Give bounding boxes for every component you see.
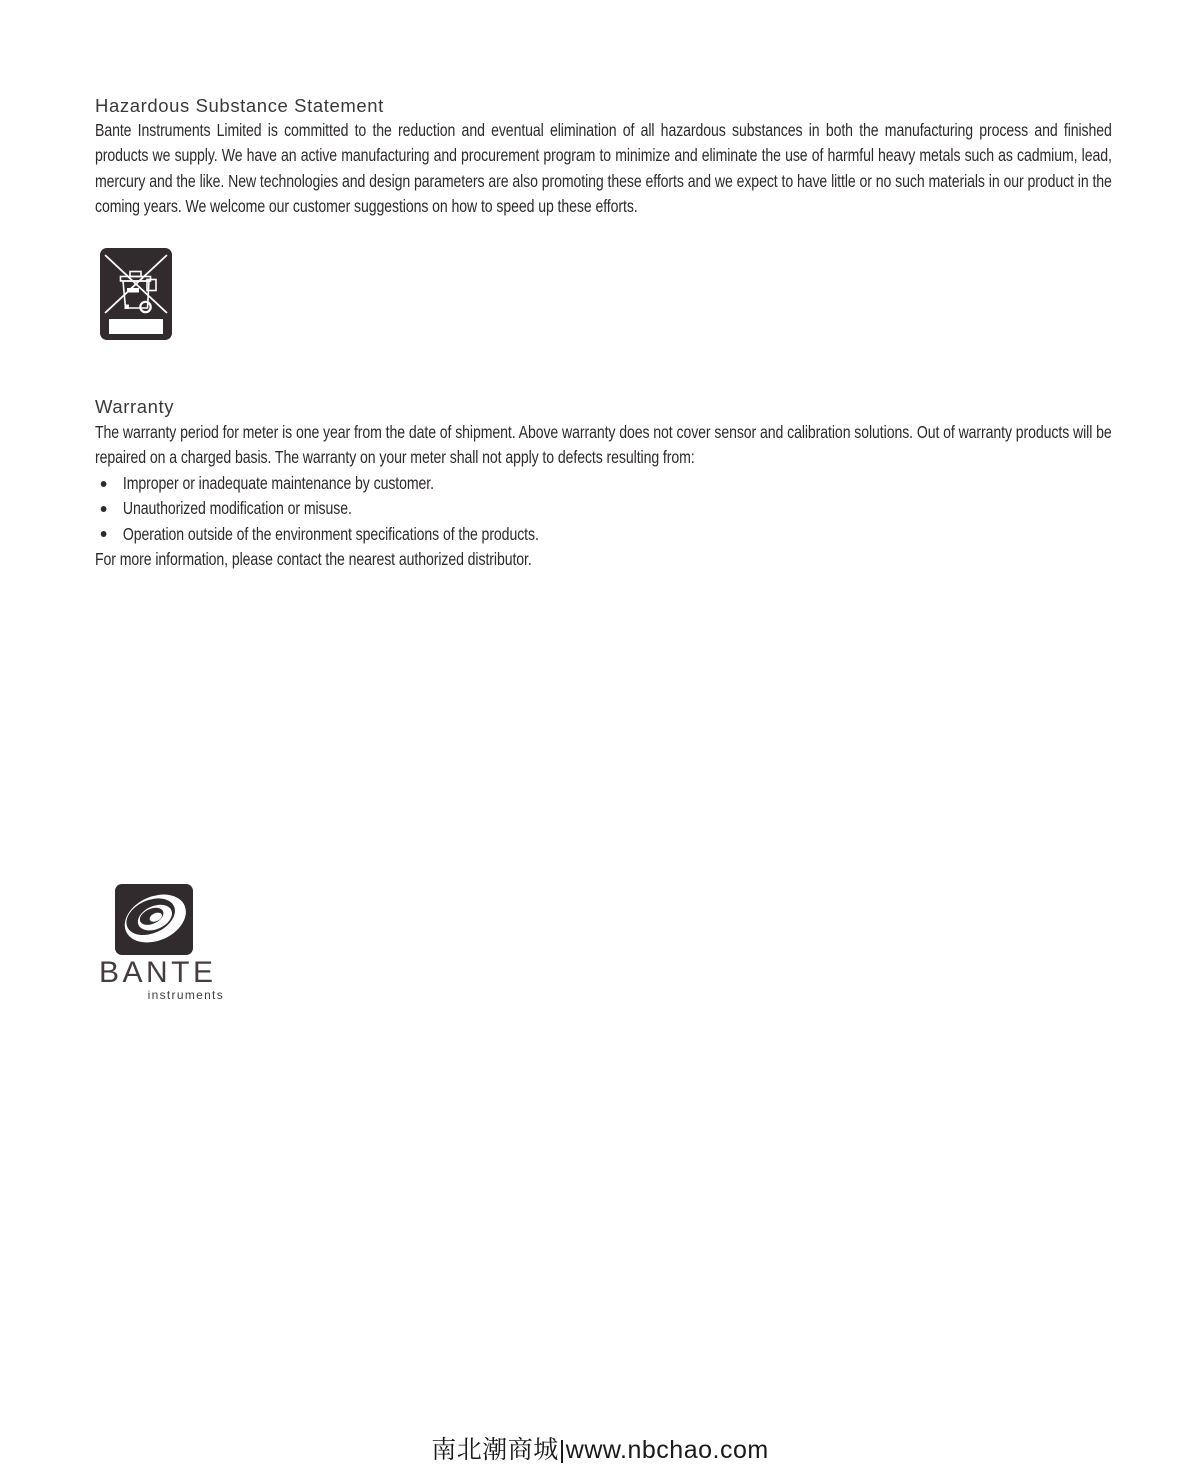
brand-name-text: BANTE: [99, 956, 217, 989]
warranty-outro-paragraph: For more information, please contact the nearest authorized distributor.: [95, 548, 532, 569]
bullet-dot-icon: [101, 531, 107, 537]
list-item: [95, 496, 1112, 521]
bullet-text: Unauthorized modification or misuse.: [122, 498, 352, 519]
hazardous-substance-paragraph: Bante Instruments Limited is committed to the reduction and eventual elimination of all hazardous substances in both the manufacturing process and finished products we supply. We have an active manufacturing and procurement program to minimize and eliminate the use of harmful heavy metals such as cadmium, lead, mercury and the like. New technologies and design parameters are also promoting these efforts and we expect to have little or no such materials in our product in the coming years. We welcome our customer suggestions on how to speed up these efforts.: [95, 120, 1112, 217]
bante-swirl-logo-icon: [115, 884, 193, 955]
bullet-dot-icon: [101, 481, 107, 487]
watermark-footer-text: 南北潮商城|www.nbchao.com: [431, 1436, 769, 1464]
brand-subtitle-text: instruments: [147, 988, 224, 1002]
warranty-bullet-list: [95, 471, 1112, 547]
warranty-intro-paragraph: The warranty period for meter is one year from the date of shipment. Above warranty does not cover sensor and calibration solutions. Out of warranty products will be repaired on a charged basis. The warranty on your meter shall not apply to defects resulting from:: [95, 422, 1112, 468]
hazardous-substance-title: Hazardous Substance Statement: [95, 95, 384, 116]
warranty-text-block: [95, 420, 1112, 572]
bullet-text: Improper or inadequate maintenance by customer.: [122, 472, 434, 493]
weee-crossed-out-wheelie-bin-icon: [100, 248, 172, 340]
list-item: [95, 522, 1112, 547]
list-item: [95, 471, 1112, 496]
bullet-text: Operation outside of the environment specifications of the products.: [122, 523, 539, 544]
warranty-title: Warranty: [95, 396, 175, 417]
bante-wordmark: [99, 958, 225, 1002]
bullet-dot-icon: [101, 506, 107, 512]
